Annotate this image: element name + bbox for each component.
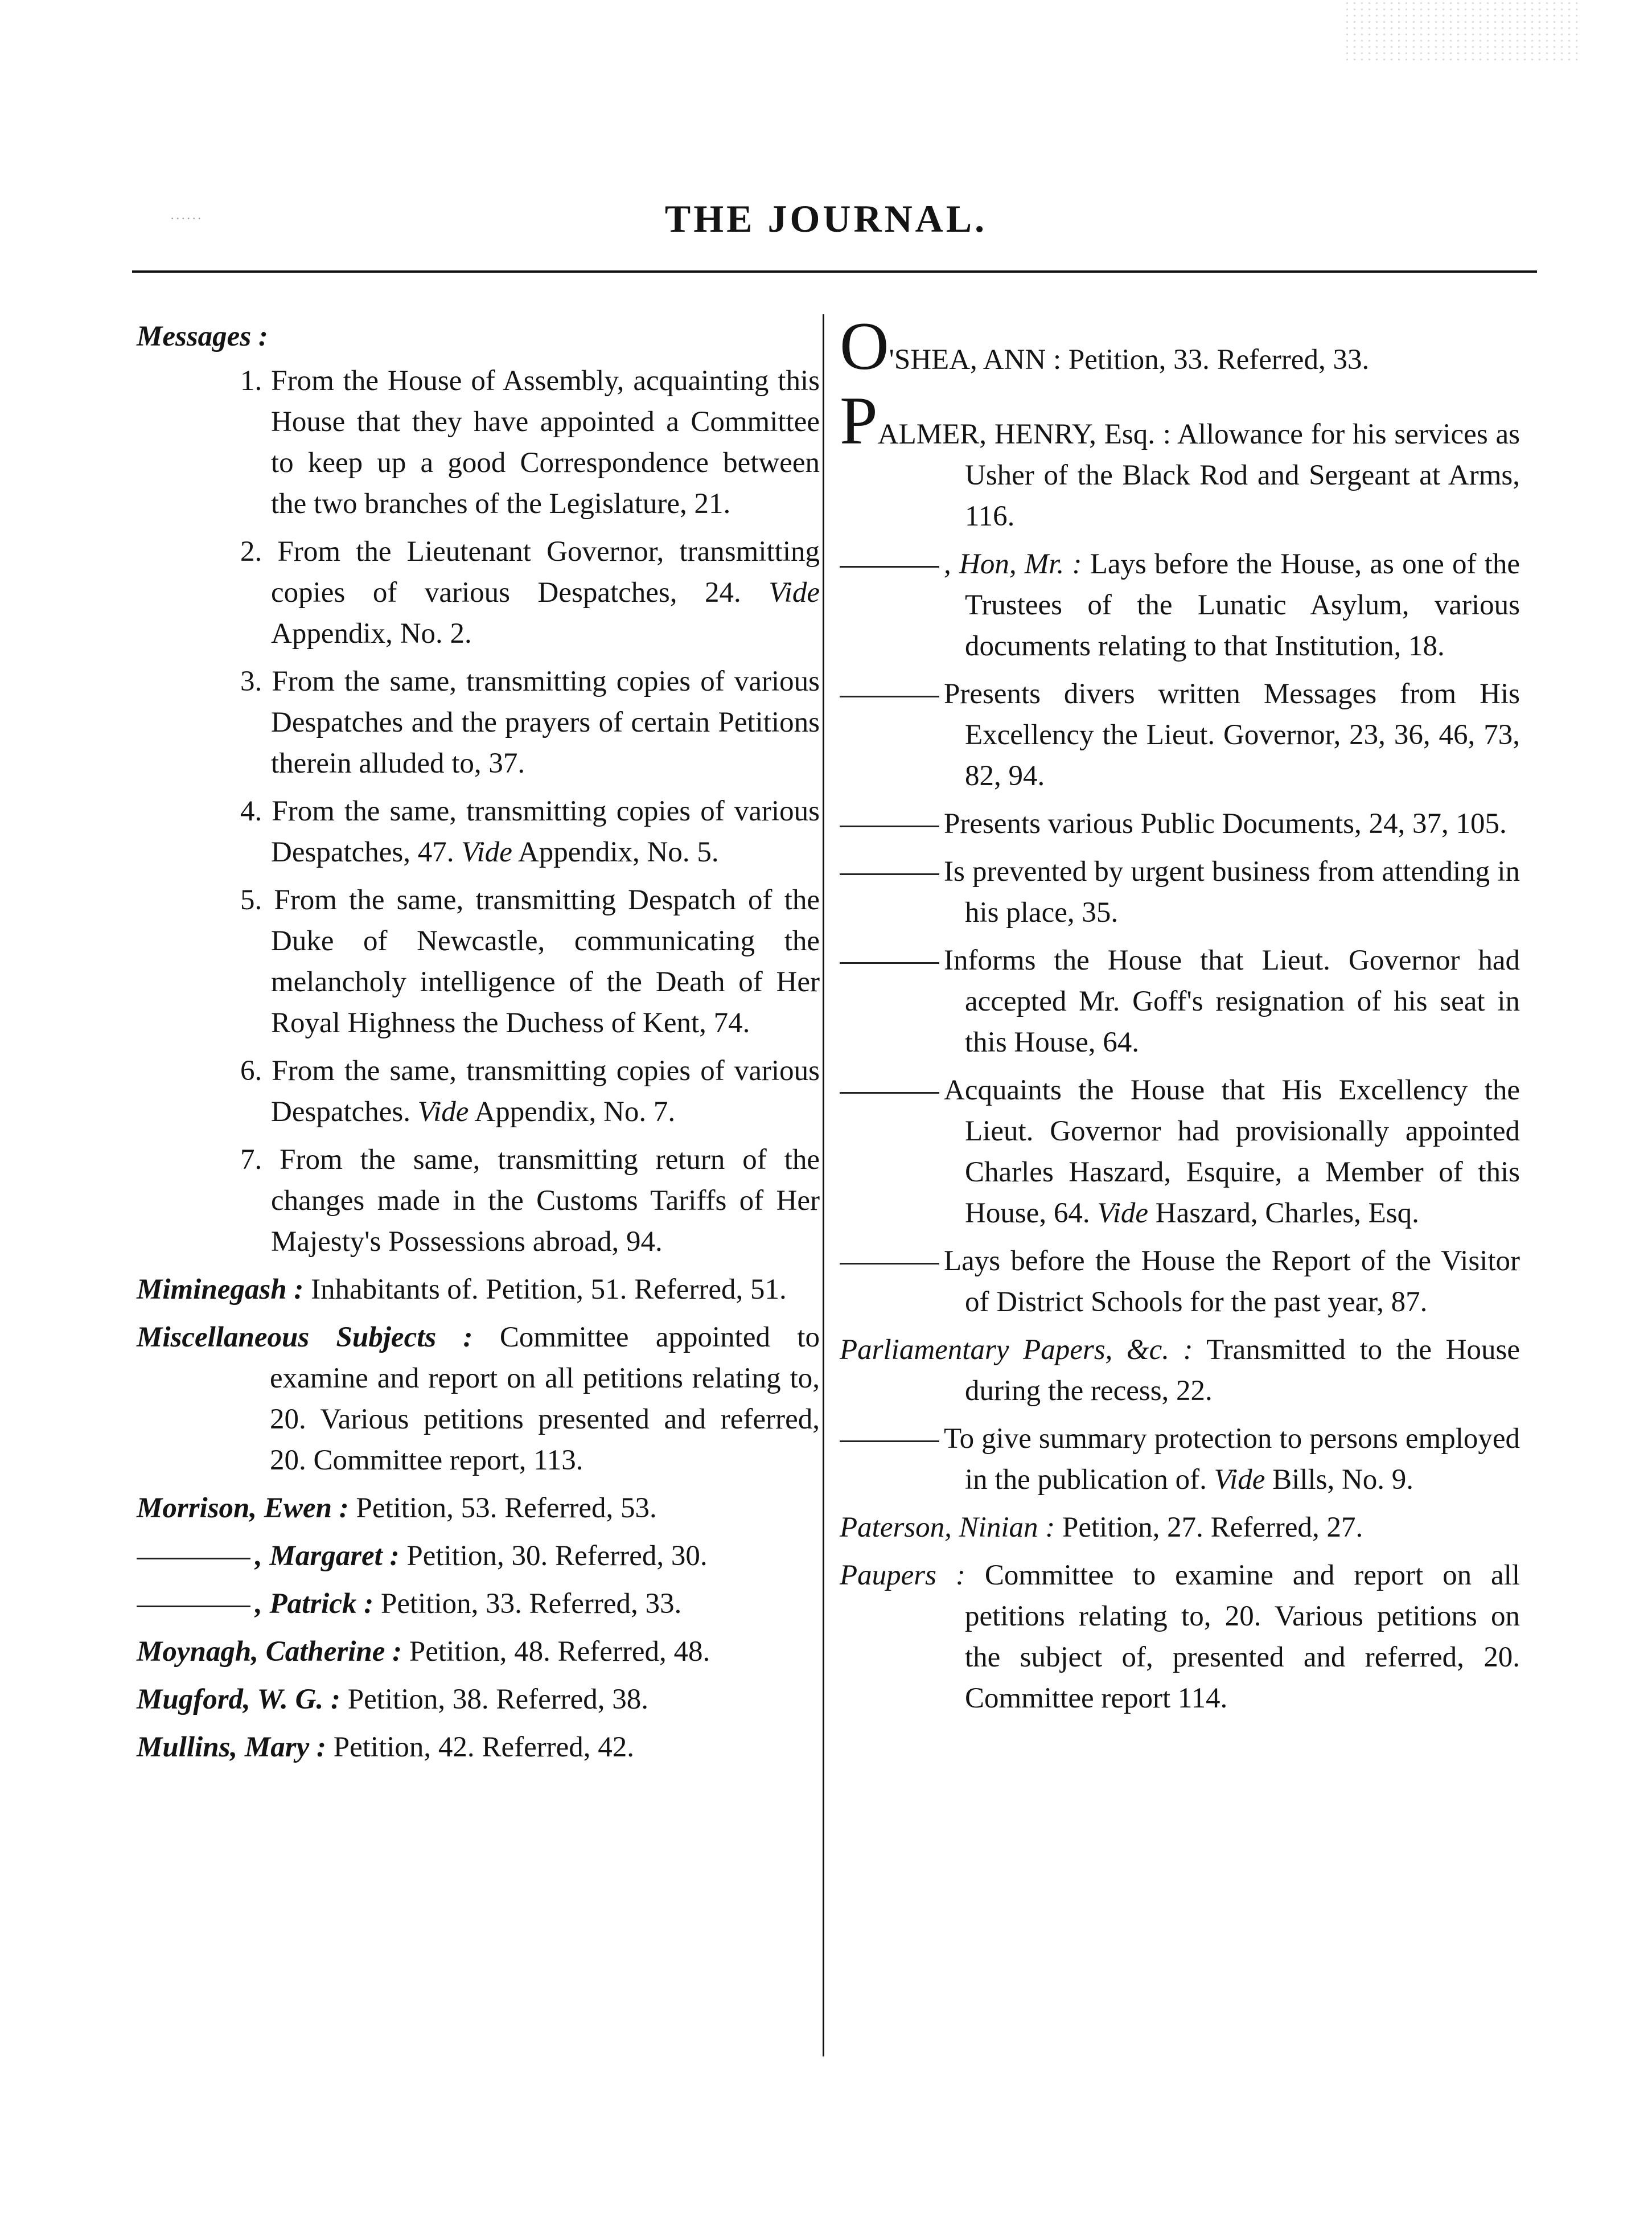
index-entry-palmer: PALMER, HENRY, Esq. : Allowance for his services as Usher of the Black Rod and Sergeant at Arms, 116. — [840, 383, 1520, 532]
print-speckles — [1343, 0, 1583, 63]
ditto-dash — [137, 1558, 250, 1559]
ditto-dash — [840, 1092, 939, 1094]
page-title: THE JOURNAL. — [664, 197, 988, 240]
right-column — [840, 308, 1521, 1726]
ditto-dash — [840, 1263, 939, 1264]
corner-mark: ...... — [171, 208, 203, 222]
drop-cap: O — [840, 308, 889, 384]
index-entry: To give summary protection to persons employed in the publication of. Vide Bills, No. 9. — [840, 1418, 1520, 1500]
ditto-dash — [840, 873, 939, 875]
index-entry: Lays before the House the Report of the Visitor of District Schools for the past year, 87. — [840, 1241, 1520, 1323]
message-item: 3. From the same, transmitting copies of various Despatches and the prayers of certain Petitions therein alluded to, 37. — [240, 666, 820, 779]
ditto-dash — [840, 962, 939, 964]
index-entry: Parliamentary Papers, &c. : Transmitted to the House during the recess, 22. — [840, 1334, 1520, 1407]
index-entry: Informs the House that Lieut. Governor had accepted Mr. Goff's resignation of his seat in this House, 64. — [840, 940, 1520, 1063]
index-entry: , Patrick : Petition, 33. Referred, 33. — [137, 1583, 820, 1624]
index-entry: Acquaints the House that His Excellency the Lieut. Governor had provisionally appointed Charles Haszard, Esquire, a Member of this House, 64. Vide Haszard, Charles, Esq. — [840, 1070, 1520, 1234]
message-item: 5. From the same, transmitting Despatch of the Duke of Newcastle, communicating the melancholy intelligence of the Death of Her Royal Highness the Duchess of Kent, 74. — [240, 884, 820, 1039]
message-item: 2. From the Lieutenant Governor, transmitting copies of various Despatches, 24. Vide Appendix, No. 2. — [240, 536, 820, 650]
index-entry: , Margaret : Petition, 30. Referred, 30. — [137, 1536, 820, 1576]
index-entry: Paterson, Ninian : Petition, 27. Referred, 27. — [840, 1512, 1363, 1543]
message-item: 1. From the House of Assembly, acquainting this House that they have appointed a Committee to keep up a good Correspondence between the two branches of the Legislature, 21. — [240, 365, 820, 520]
index-entry-oshea: O'SHEA, ANN : Petition, 33. Referred, 33. — [840, 308, 1370, 384]
index-entry: Mugford, W. G. : Petition, 38. Referred, 38. — [137, 1684, 649, 1715]
message-item: 4. From the same, transmitting copies of various Despatches, 47. Vide Appendix, No. 5. — [240, 795, 820, 868]
drop-cap: P — [840, 383, 878, 458]
index-entry: Miminegash : Inhabitants of. Petition, 51. Referred, 51. — [137, 1274, 787, 1305]
left-column — [137, 316, 820, 1775]
index-entry: Morrison, Ewen : Petition, 53. Referred, 53. — [137, 1492, 657, 1524]
messages-heading: Messages : — [137, 321, 268, 352]
index-entry: Presents various Public Documents, 24, 37, 105. — [840, 803, 1520, 844]
title-rule — [132, 270, 1537, 273]
index-entry: Presents divers written Messages from His Excellency the Lieut. Governor, 23, 36, 46, 73, 82, 94. — [840, 674, 1520, 797]
ditto-dash — [137, 1606, 250, 1607]
message-item: 7. From the same, transmitting return of the changes made in the Customs Tariffs of Her Majesty's Possessions abroad, 94. — [240, 1144, 820, 1258]
message-item: 6. From the same, transmitting copies of various Despatches. Vide Appendix, No. 7. — [240, 1055, 820, 1128]
ditto-dash — [840, 696, 939, 697]
index-entry: , Hon, Mr. : Lays before the House, as one of the Trustees of the Lunatic Asylum, various documents relating to that Institution, 18. — [840, 544, 1520, 667]
ditto-dash — [840, 566, 939, 568]
index-entry: Miscellaneous Subjects : Committee appointed to examine and report on all petitions relating to, 20. Various petitions presented and referred, 20. Committee report, 113. — [137, 1321, 820, 1476]
index-entry: Moynagh, Catherine : Petition, 48. Referred, 48. — [137, 1636, 710, 1668]
column-divider — [823, 314, 824, 2056]
ditto-dash — [840, 826, 939, 827]
ditto-dash — [840, 1440, 939, 1442]
index-entry: Is prevented by urgent business from attending in his place, 35. — [840, 851, 1520, 933]
index-entry: Paupers : Committee to examine and report on all petitions relating to, 20. Various petitions on the subject of, presented and referred, 20. Committee report 114. — [840, 1559, 1521, 1714]
index-entry: Mullins, Mary : Petition, 42. Referred, 42. — [137, 1731, 635, 1763]
